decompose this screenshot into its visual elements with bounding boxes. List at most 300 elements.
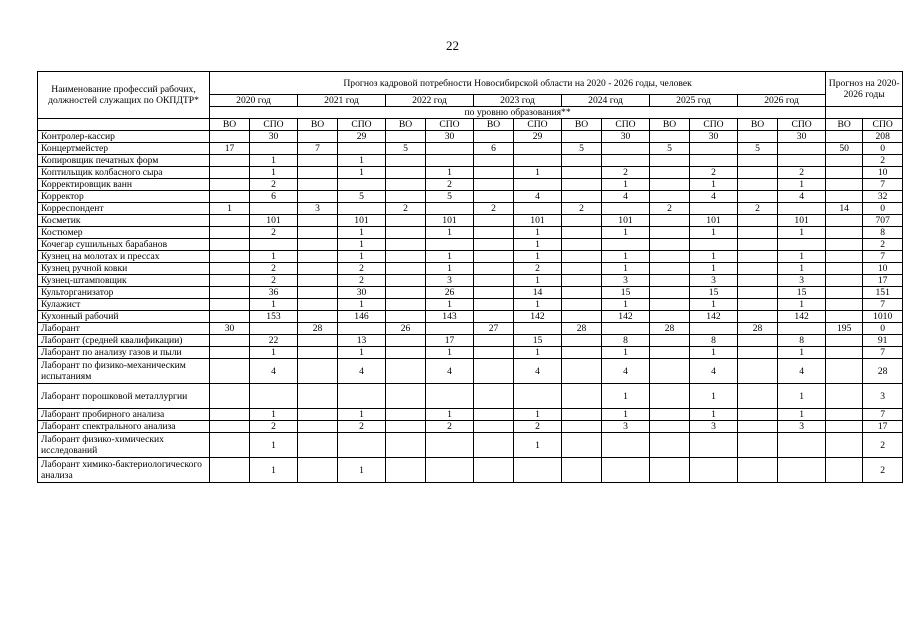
table-cell	[474, 458, 514, 483]
table-cell	[562, 287, 602, 299]
table-cell	[826, 335, 863, 347]
table-cell: 1	[602, 227, 650, 239]
table-cell	[562, 384, 602, 409]
profession-name: Коптильщик колбасного сыра	[38, 167, 210, 179]
table-cell	[474, 421, 514, 433]
table-cell: 30	[338, 287, 386, 299]
table-cell: 1	[778, 409, 826, 421]
table-cell	[738, 384, 778, 409]
table-cell	[386, 215, 426, 227]
header-level-spo: СПО	[426, 119, 474, 131]
table-cell	[690, 323, 738, 335]
table-cell: 101	[778, 215, 826, 227]
profession-name: Лаборант физико-химических исследований	[38, 433, 210, 458]
table-row	[38, 311, 903, 323]
table-cell: 1	[778, 347, 826, 359]
table-cell	[474, 347, 514, 359]
table-cell	[738, 287, 778, 299]
table-cell	[650, 335, 690, 347]
profession-name: Лаборант пробирного анализа	[38, 409, 210, 421]
table-cell: 28	[863, 359, 903, 384]
table-cell	[386, 359, 426, 384]
table-cell	[250, 143, 298, 155]
table-cell: 36	[250, 287, 298, 299]
table-cell	[738, 263, 778, 275]
table-cell	[650, 131, 690, 143]
table-cell: 1	[690, 179, 738, 191]
table-cell: 1	[602, 179, 650, 191]
table-cell	[650, 215, 690, 227]
table-cell: 30	[690, 131, 738, 143]
table-cell: 1	[250, 155, 298, 167]
table-cell	[298, 275, 338, 287]
table-cell	[474, 384, 514, 409]
table-row	[38, 458, 903, 483]
table-cell	[298, 359, 338, 384]
table-row	[38, 143, 903, 155]
table-cell	[514, 384, 562, 409]
table-cell: 1010	[863, 311, 903, 323]
table-cell	[738, 299, 778, 311]
table-cell	[386, 275, 426, 287]
table-cell: 1	[338, 155, 386, 167]
table-cell: 208	[863, 131, 903, 143]
table-cell	[738, 433, 778, 458]
table-cell: 4	[690, 359, 738, 384]
table-row	[38, 167, 903, 179]
table-cell	[650, 167, 690, 179]
header-level-spo: СПО	[690, 119, 738, 131]
table-cell: 2	[863, 239, 903, 251]
table-cell: 7	[863, 251, 903, 263]
table-cell	[562, 239, 602, 251]
table-cell	[474, 251, 514, 263]
table-cell	[562, 347, 602, 359]
table-cell: 146	[338, 311, 386, 323]
table-cell	[562, 275, 602, 287]
table-cell	[298, 179, 338, 191]
table-cell	[602, 155, 650, 167]
table-cell	[514, 323, 562, 335]
table-cell	[386, 299, 426, 311]
table-cell	[338, 323, 386, 335]
table-cell	[298, 335, 338, 347]
header-blank-name	[38, 119, 210, 131]
table-cell	[826, 458, 863, 483]
table-cell	[562, 263, 602, 275]
table-cell: 1	[690, 347, 738, 359]
table-cell	[474, 131, 514, 143]
table-row	[38, 335, 903, 347]
table-cell	[826, 299, 863, 311]
table-row	[38, 155, 903, 167]
table-cell	[298, 191, 338, 203]
header-level-spo: СПО	[778, 119, 826, 131]
table-cell	[386, 335, 426, 347]
table-cell	[562, 179, 602, 191]
table-cell	[650, 239, 690, 251]
table-cell	[298, 299, 338, 311]
table-cell	[826, 311, 863, 323]
table-cell	[826, 433, 863, 458]
table-row	[38, 131, 903, 143]
header-year: 2021 год	[298, 95, 386, 107]
table-cell: 8	[863, 227, 903, 239]
profession-name: Концертмейстер	[38, 143, 210, 155]
profession-name: Кулажист	[38, 299, 210, 311]
table-cell: 101	[602, 215, 650, 227]
table-cell	[386, 384, 426, 409]
table-cell	[386, 179, 426, 191]
table-cell	[474, 179, 514, 191]
table-cell: 1	[426, 263, 474, 275]
table-cell: 17	[210, 143, 250, 155]
profession-name: Копировщик печатных форм	[38, 155, 210, 167]
table-cell: 1	[250, 433, 298, 458]
table-cell	[298, 251, 338, 263]
table-cell: 143	[426, 311, 474, 323]
table-cell	[474, 191, 514, 203]
table-cell	[602, 203, 650, 215]
table-cell: 2	[650, 203, 690, 215]
table-cell	[826, 239, 863, 251]
table-cell: 1	[514, 239, 562, 251]
table-cell: 1	[778, 227, 826, 239]
table-cell	[210, 287, 250, 299]
header-level-vo: ВО	[210, 119, 250, 131]
table-cell	[298, 131, 338, 143]
table-cell: 1	[690, 299, 738, 311]
profession-name: Кузнец на молотах и прессах	[38, 251, 210, 263]
table-cell: 28	[562, 323, 602, 335]
table-cell	[738, 227, 778, 239]
table-cell: 1	[250, 458, 298, 483]
table-cell	[298, 155, 338, 167]
table-cell	[386, 409, 426, 421]
table-cell	[298, 167, 338, 179]
table-cell: 4	[602, 191, 650, 203]
table-cell: 1	[602, 347, 650, 359]
table-cell	[338, 433, 386, 458]
table-cell	[298, 433, 338, 458]
header-level-spo: СПО	[250, 119, 298, 131]
table-cell	[298, 215, 338, 227]
table-cell: 1	[514, 433, 562, 458]
table-cell: 2	[474, 203, 514, 215]
table-cell	[562, 191, 602, 203]
table-cell: 3	[690, 421, 738, 433]
header-name-column: Наименование профессий рабочих, должностей служащих по ОКПДТР*	[38, 72, 210, 119]
table-cell: 2	[250, 275, 298, 287]
table-cell	[210, 191, 250, 203]
table-cell	[210, 384, 250, 409]
table-cell: 17	[426, 335, 474, 347]
table-cell: 3	[298, 203, 338, 215]
header-level-vo: ВО	[562, 119, 602, 131]
table-cell	[826, 275, 863, 287]
table-cell: 1	[338, 347, 386, 359]
table-cell	[738, 239, 778, 251]
table-cell	[426, 203, 474, 215]
table-cell	[562, 409, 602, 421]
table-cell	[650, 155, 690, 167]
table-cell	[474, 263, 514, 275]
table-cell	[514, 179, 562, 191]
table-cell	[650, 409, 690, 421]
table-cell	[650, 263, 690, 275]
table-cell	[826, 359, 863, 384]
table-cell	[386, 227, 426, 239]
table-cell: 8	[690, 335, 738, 347]
table-cell	[562, 311, 602, 323]
table-cell	[210, 359, 250, 384]
table-cell: 101	[690, 215, 738, 227]
table-cell	[738, 458, 778, 483]
table-cell	[826, 347, 863, 359]
table-row	[38, 409, 903, 421]
table-cell: 142	[602, 311, 650, 323]
profession-name: Лаборант химико-бактериологического анализа	[38, 458, 210, 483]
table-cell: 1	[778, 299, 826, 311]
table-cell: 1	[338, 458, 386, 483]
table-cell: 2	[426, 179, 474, 191]
table-cell	[210, 433, 250, 458]
table-cell: 1	[602, 251, 650, 263]
profession-name: Корректор	[38, 191, 210, 203]
header-year: 2026 год	[738, 95, 826, 107]
table-cell	[474, 433, 514, 458]
table-cell	[602, 433, 650, 458]
table-cell	[298, 227, 338, 239]
table-cell: 15	[690, 287, 738, 299]
table-cell	[338, 179, 386, 191]
table-cell	[210, 227, 250, 239]
header-blank	[826, 107, 903, 119]
table-cell	[298, 263, 338, 275]
table-cell	[210, 215, 250, 227]
table-cell: 2	[863, 458, 903, 483]
table-cell: 7	[863, 179, 903, 191]
table-cell	[514, 155, 562, 167]
table-cell: 2	[338, 421, 386, 433]
table-row	[38, 191, 903, 203]
table-cell	[562, 421, 602, 433]
table-cell	[690, 458, 738, 483]
table-cell: 0	[863, 143, 903, 155]
table-cell: 142	[778, 311, 826, 323]
table-cell	[778, 203, 826, 215]
profession-name: Кочегар сушильных барабанов	[38, 239, 210, 251]
header-year: 2022 год	[386, 95, 474, 107]
table-cell: 4	[690, 191, 738, 203]
table-cell: 6	[250, 191, 298, 203]
table-row	[38, 347, 903, 359]
table-cell: 4	[426, 359, 474, 384]
table-cell	[650, 347, 690, 359]
table-cell: 13	[338, 335, 386, 347]
table-cell	[650, 179, 690, 191]
table-cell	[338, 203, 386, 215]
table-cell: 4	[338, 359, 386, 384]
table-cell	[386, 239, 426, 251]
table-cell	[562, 251, 602, 263]
profession-name: Кузнец ручной ковки	[38, 263, 210, 275]
table-cell: 101	[426, 215, 474, 227]
table-cell	[690, 203, 738, 215]
table-cell	[210, 409, 250, 421]
table-cell	[778, 239, 826, 251]
profession-name: Лаборант по физико-механическим испытаниям	[38, 359, 210, 384]
table-cell	[210, 167, 250, 179]
table-cell: 1	[426, 227, 474, 239]
table-cell	[298, 384, 338, 409]
table-cell	[738, 409, 778, 421]
table-cell	[826, 167, 863, 179]
table-cell	[826, 421, 863, 433]
table-cell	[514, 203, 562, 215]
table-cell: 1	[338, 409, 386, 421]
table-cell	[338, 384, 386, 409]
table-cell: 101	[250, 215, 298, 227]
table-cell	[738, 167, 778, 179]
table-cell: 5	[738, 143, 778, 155]
table-cell	[298, 347, 338, 359]
table-cell: 142	[690, 311, 738, 323]
header-level-vo: ВО	[826, 119, 863, 131]
table-cell	[826, 263, 863, 275]
table-cell: 4	[250, 359, 298, 384]
table-cell	[738, 131, 778, 143]
table-cell	[210, 251, 250, 263]
table-row	[38, 215, 903, 227]
table-cell	[386, 421, 426, 433]
table-cell: 2	[690, 167, 738, 179]
table-cell	[474, 167, 514, 179]
profession-name: Косметик	[38, 215, 210, 227]
table-cell	[690, 143, 738, 155]
table-cell	[562, 335, 602, 347]
table-cell	[474, 155, 514, 167]
table-cell: 1	[514, 347, 562, 359]
table-cell: 1	[426, 299, 474, 311]
table-cell: 5	[562, 143, 602, 155]
table-row	[38, 251, 903, 263]
table-cell: 1	[690, 384, 738, 409]
table-cell: 1	[690, 409, 738, 421]
table-cell: 2	[250, 227, 298, 239]
table-cell	[210, 311, 250, 323]
profession-name: Корреспондент	[38, 203, 210, 215]
header-year: 2023 год	[474, 95, 562, 107]
header-level-row	[38, 119, 903, 131]
table-cell: 1	[426, 167, 474, 179]
table-cell: 26	[386, 323, 426, 335]
table-cell: 4	[514, 359, 562, 384]
header-level-spo: СПО	[514, 119, 562, 131]
table-cell	[386, 458, 426, 483]
table-cell	[562, 167, 602, 179]
table-cell: 30	[210, 323, 250, 335]
table-cell: 2	[514, 421, 562, 433]
table-cell	[826, 155, 863, 167]
profession-name: Лаборант по анализу газов и пыли	[38, 347, 210, 359]
page-number: 22	[446, 38, 459, 53]
table-cell	[738, 311, 778, 323]
table-cell	[386, 433, 426, 458]
table-cell: 2	[863, 155, 903, 167]
table-cell	[426, 155, 474, 167]
table-cell: 2	[338, 275, 386, 287]
table-cell: 17	[863, 421, 903, 433]
profession-name: Лаборант	[38, 323, 210, 335]
header-total-title: Прогноз на 2020-2026 годы	[826, 72, 903, 107]
table-row	[38, 203, 903, 215]
profession-name: Кухонный рабочий	[38, 311, 210, 323]
table-cell	[690, 433, 738, 458]
table-cell	[562, 299, 602, 311]
table-cell: 1	[602, 384, 650, 409]
table-row	[38, 179, 903, 191]
table-cell	[650, 458, 690, 483]
table-cell: 3	[778, 421, 826, 433]
header-by-level: по уровню образования**	[210, 107, 826, 119]
table-cell: 2	[386, 203, 426, 215]
table-cell: 1	[778, 251, 826, 263]
table-cell	[474, 215, 514, 227]
table-cell	[602, 143, 650, 155]
table-cell: 1	[778, 263, 826, 275]
table-cell: 1	[690, 251, 738, 263]
table-cell	[778, 143, 826, 155]
table-cell: 1	[514, 167, 562, 179]
table-row	[38, 287, 903, 299]
table-cell	[650, 227, 690, 239]
table-cell	[778, 433, 826, 458]
profession-name: Костюмер	[38, 227, 210, 239]
table-cell	[210, 179, 250, 191]
table-cell: 101	[338, 215, 386, 227]
table-cell: 14	[514, 287, 562, 299]
table-cell	[426, 143, 474, 155]
table-cell: 1	[250, 409, 298, 421]
table-cell	[210, 155, 250, 167]
table-cell: 1	[338, 299, 386, 311]
table-cell	[474, 311, 514, 323]
table-cell	[474, 287, 514, 299]
header-year: 2024 год	[562, 95, 650, 107]
profession-name: Кузнец-штамповщик	[38, 275, 210, 287]
table-cell: 32	[863, 191, 903, 203]
table-cell	[210, 421, 250, 433]
table-cell: 1	[250, 347, 298, 359]
table-cell: 27	[474, 323, 514, 335]
table-cell: 1	[690, 227, 738, 239]
table-cell: 15	[514, 335, 562, 347]
table-cell: 0	[863, 323, 903, 335]
table-cell	[386, 263, 426, 275]
table-cell: 1	[426, 251, 474, 263]
table-row	[38, 433, 903, 458]
table-cell: 1	[602, 299, 650, 311]
table-cell	[298, 311, 338, 323]
table-cell	[738, 191, 778, 203]
header-level-vo: ВО	[738, 119, 778, 131]
table-cell	[426, 458, 474, 483]
table-cell: 1	[250, 251, 298, 263]
table-cell	[386, 251, 426, 263]
table-cell: 3	[690, 275, 738, 287]
table-cell	[562, 155, 602, 167]
